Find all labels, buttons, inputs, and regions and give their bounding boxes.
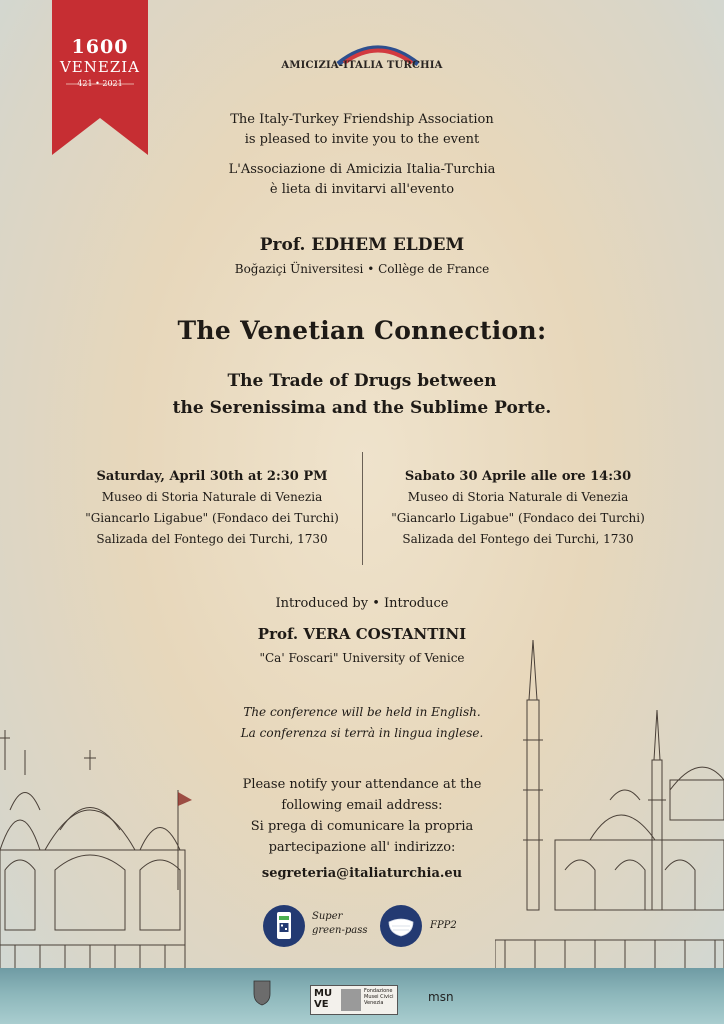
green-pass-badge	[263, 905, 305, 947]
green-pass-line1: Super	[312, 911, 343, 922]
intro-en-line2: is pleased to invite you to the event	[244, 132, 480, 147]
details-en-date: Saturday, April 30th at 2:30 PM	[96, 469, 328, 484]
details-en-venue2: "Giancarlo Ligabue" (Fondaco dei Turchi)	[85, 511, 339, 525]
moderator-affiliation: "Ca' Foscari" University of Venice	[259, 651, 465, 665]
msn-logo: msn	[428, 990, 454, 1004]
intro-it-line1: L'Associazione di Amicizia Italia-Turchia	[228, 162, 496, 177]
details-english	[62, 466, 362, 550]
ribbon-years: 421 • 2021	[77, 79, 123, 88]
details-en-address: Salizada del Fontego dei Turchi, 1730	[96, 532, 328, 546]
speaker-name: Prof. EDHEM ELDEM	[259, 235, 465, 255]
details-it-address: Salizada del Fontego dei Turchi, 1730	[402, 532, 634, 546]
muve-logo-subtitle: Fondazione Musei Civici Venezia	[364, 988, 394, 1006]
rsvp-line2: following email address:	[281, 798, 443, 813]
st-marks-basilica-illustration	[0, 730, 200, 975]
green-pass-line2: green-pass	[312, 925, 368, 936]
comune-venezia-crest-icon	[252, 978, 272, 1006]
event-subtitle-line2: the Serenissima and the Sublime Porte.	[172, 398, 552, 418]
intro-it-line2: è lieta di invitarvi all'evento	[269, 182, 455, 197]
rsvp-line4: partecipazione all' indirizzo:	[268, 840, 456, 855]
event-subtitle	[0, 368, 724, 422]
rsvp-line1: Please notify your attendance at the	[242, 777, 482, 792]
intro-en-line1: The Italy-Turkey Friendship Association	[230, 112, 494, 127]
rsvp-email-link[interactable]: segreteria@italiaturchia.eu	[261, 866, 463, 881]
details-it-venue2: "Giancarlo Ligabue" (Fondaco dei Turchi)	[391, 511, 645, 525]
ribbon-title: VENEZIA	[59, 58, 141, 76]
language-note-en: The conference will be held in English.	[243, 705, 481, 719]
intro-it	[0, 160, 724, 200]
mask-icon	[380, 905, 422, 947]
event-title: The Venetian Connection:	[177, 316, 547, 345]
muve-logo	[310, 985, 398, 1015]
muve-logo-mark: MU VE	[314, 988, 333, 1010]
details-divider	[362, 452, 363, 565]
details-it-date: Sabato 30 Aprile alle ore 14:30	[404, 469, 632, 484]
language-note-it: La conferenza si terrà in lingua inglese.	[240, 726, 484, 740]
moderator-name: Prof. VERA COSTANTINI	[257, 625, 467, 643]
association-logo-text: AMICIZIA-ITALIA TURCHIA	[281, 60, 443, 71]
details-en-venue1: Museo di Storia Naturale di Venezia	[101, 490, 323, 504]
details-italian	[368, 466, 668, 550]
mask-badge	[380, 905, 422, 947]
event-subtitle-line1: The Trade of Drugs between	[227, 371, 497, 391]
intro-en	[0, 110, 724, 150]
rsvp-line3: Si prega di comunicare la propria	[250, 819, 474, 834]
green-pass-label	[312, 910, 367, 938]
muve-logo-image	[341, 989, 361, 1011]
ribbon-numeral: 1600	[71, 36, 129, 58]
moderator-intro: Introduced by • Introduce	[275, 596, 449, 611]
phone-qr-icon	[263, 905, 305, 947]
mask-label: FPP2	[430, 920, 457, 931]
blue-mosque-illustration	[495, 640, 724, 970]
speaker-affiliation: Boğaziçi Üniversitesi • Collège de France	[234, 262, 490, 276]
details-it-venue1: Museo di Storia Naturale di Venezia	[407, 490, 629, 504]
